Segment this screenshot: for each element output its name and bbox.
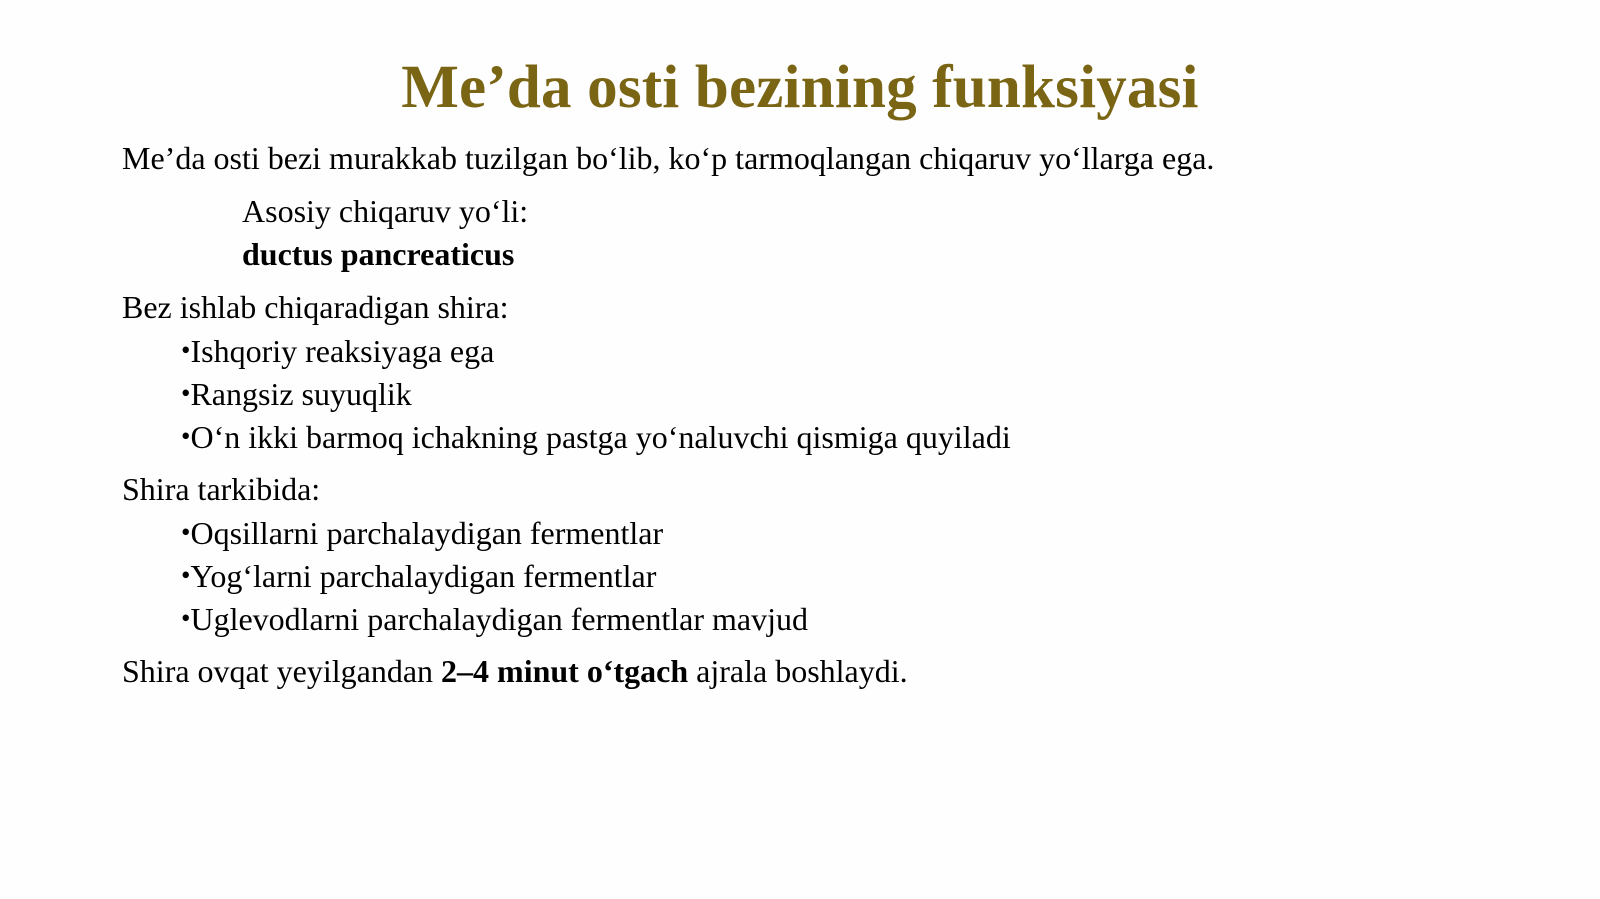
juice-item-3 [181,416,1011,457]
composition-item-1 [181,512,663,553]
juice-heading: Bez ishlab chiqaradigan shira: [122,289,509,325]
closing-after: ajrala boshlaydi. [688,653,908,689]
slide-title: Me’da osti bezining funksiyasi [401,54,1199,121]
closing-bold: 2–4 minut o‘tgach [441,653,689,689]
duct-name [242,234,514,274]
bullet-icon: • [181,603,191,633]
intro-text: Me’da osti bezi murakkab tuzilgan bo‘lib, ko‘p tarmoqlangan chiqaruv yo‘llarga ega. [122,140,1215,176]
composition-item-text: Uglevodlarni parchalaydigan fermentlar mavjud [190,601,808,637]
bullet-icon: • [181,335,191,365]
duct-label: Asosiy chiqaruv yo‘li: [242,193,529,229]
composition-item-text: Oqsillarni parchalaydigan fermentlar [190,515,664,551]
composition-heading: Shira tarkibida: [122,471,321,507]
bullet-icon: • [181,560,191,590]
juice-item-text: O‘n ikki barmoq ichakning pastga yo‘naluvchi qismiga quyiladi [190,419,1011,455]
closing-before: Shira ovqat yeyilgandan [122,653,442,689]
juice-item-1 [181,330,494,371]
duct-name-text: ductus pancreaticus [242,236,515,272]
juice-item-2 [181,373,412,414]
bullet-icon: • [181,421,191,451]
juice-item-text: Rangsiz suyuqlik [190,376,412,412]
juice-item-text: Ishqoriy reaksiyaga ega [190,333,495,369]
composition-item-3 [181,598,808,639]
composition-item-2 [181,555,656,596]
closing-text [122,651,908,691]
bullet-icon: • [181,378,191,408]
bullet-icon: • [181,517,191,547]
composition-item-text: Yog‘larni parchalaydigan fermentlar [190,558,657,594]
